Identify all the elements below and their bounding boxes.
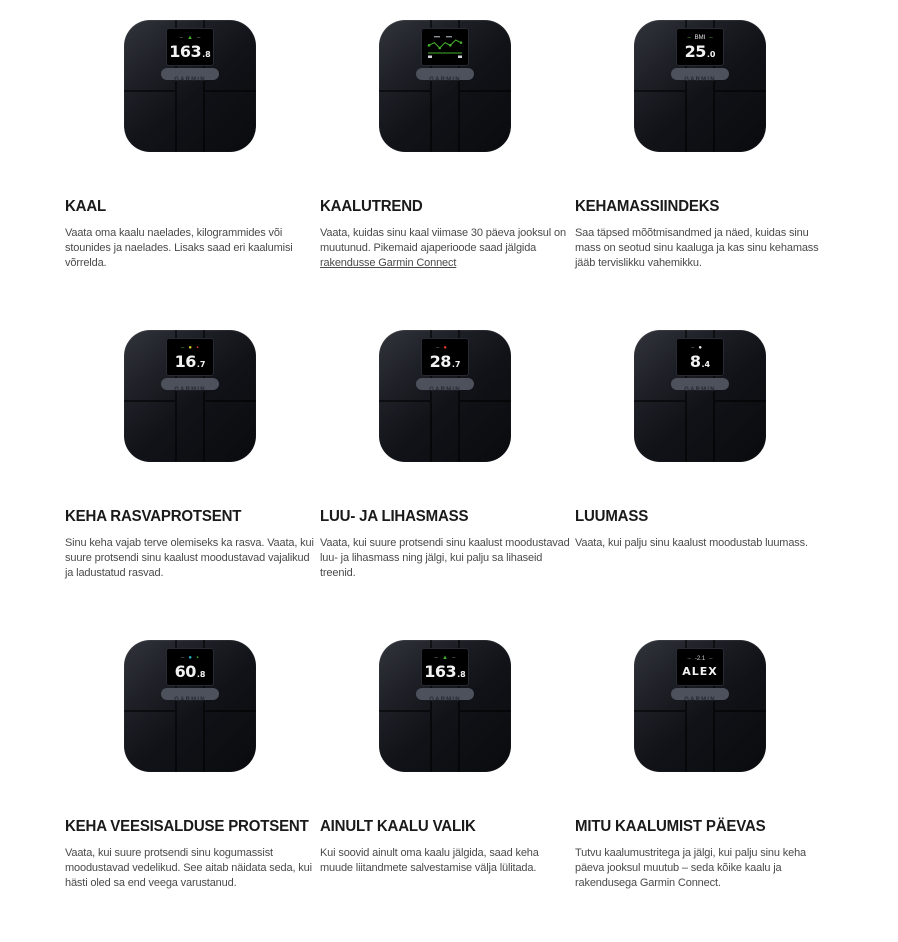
display-decimal: .7: [196, 360, 206, 369]
garmin-logo-label: GARMIN: [429, 77, 461, 83]
display-decimal: .8: [202, 50, 211, 59]
scale-seam-line: [715, 90, 766, 92]
feature-title: KEHAMASSIINDEKS: [575, 198, 720, 215]
feature-title: AINULT KAALU VALIK: [320, 818, 476, 835]
feature-card: [65, 12, 315, 322]
scale-seam-line: [124, 710, 175, 712]
scale-product-image: [379, 640, 511, 772]
feature-title: KEHA VEESISALDUSE PROTSENT: [65, 818, 309, 835]
display-decimal: .8: [196, 670, 206, 679]
feature-title: KEHA RASVAPROTSENT: [65, 508, 242, 525]
garmin-logo: [416, 688, 474, 703]
feature-description: [65, 846, 315, 891]
feature-title: LUUMASS: [575, 508, 649, 525]
feature-title: KAAL: [65, 198, 107, 215]
feature-card: [575, 12, 825, 322]
display-value: ALEX: [682, 665, 718, 678]
tick-mark: –: [709, 656, 713, 662]
scale-product-image: [379, 20, 511, 152]
scale-display: [676, 28, 724, 66]
tick-mark: –: [181, 345, 185, 351]
garmin-logo-label: GARMIN: [174, 77, 206, 83]
display-value: 163: [169, 42, 202, 61]
tick-mark: –: [709, 35, 713, 41]
feature-description-text: Vaata, kui suure protsendi sinu kogumassist moodustavad vedelikud. See aitab näidata seda, kui hästi oled sa end veega varustanud.: [65, 847, 312, 889]
garmin-logo: [416, 68, 474, 83]
tick-mark: –: [687, 35, 691, 41]
display-value-row: [424, 663, 466, 680]
garmin-logo-label: GARMIN: [174, 387, 206, 393]
tick-mark: –: [434, 655, 439, 661]
display-decimal: .7: [451, 360, 461, 369]
trend-up-icon: ▲: [442, 655, 448, 661]
feature-card: [65, 632, 315, 942]
scale-display: [676, 648, 724, 686]
garmin-logo: [416, 378, 474, 393]
scale-seam-line: [379, 710, 430, 712]
scale-seam-line: [124, 400, 175, 402]
feature-description: [320, 226, 570, 271]
display-value: 60: [174, 662, 196, 681]
tick-mark: –: [691, 345, 695, 351]
feature-card: [65, 322, 315, 632]
scale-seam-line: [460, 90, 511, 92]
bmi-label: BMI: [694, 35, 706, 41]
garmin-logo: [671, 688, 729, 703]
feature-description: [320, 846, 570, 876]
scale-display: [421, 648, 469, 686]
scale-display: [421, 338, 469, 376]
scale-seam-line: [460, 710, 511, 712]
feature-card: [320, 12, 570, 322]
tick-mark: –: [436, 345, 440, 351]
scale-product-image: [634, 330, 766, 462]
scale-seam-line: [205, 400, 256, 402]
feature-description-text: Vaata, kui palju sinu kaalust moodustab luumass.: [575, 537, 808, 549]
scale-display: [166, 338, 214, 376]
weight-trend-chart: [425, 34, 465, 60]
tick-mark: ▪: [196, 655, 199, 661]
display-trend-chart: [425, 34, 465, 60]
scale-seam-line: [634, 90, 685, 92]
feature-description-text: Vaata, kui suure protsendi sinu kaalust moodustavad luu- ja lihasmass ning jälgi, kui palju sa lihaseid treenid.: [320, 537, 570, 579]
scale-seam-line: [205, 710, 256, 712]
feature-description-text: Sinu keha vajab terve olemiseks ka rasva. Vaata, kui suure protsendi sinu kaalust moodustavad vajalikud ja ladustatud rasvad.: [65, 537, 314, 579]
display-value: 25: [684, 42, 706, 61]
display-value-row: [175, 663, 206, 680]
garmin-logo: [671, 378, 729, 393]
feature-description: [65, 536, 315, 581]
garmin-logo-label: GARMIN: [429, 697, 461, 703]
feature-card: [320, 632, 570, 942]
tick-mark: –: [196, 35, 201, 41]
scale-display: [421, 28, 469, 66]
feature-title: MITU KAALUMIST PÄEVAS: [575, 818, 766, 835]
scale-display: [166, 648, 214, 686]
garmin-logo-label: GARMIN: [684, 77, 716, 83]
muscle-icon: ●: [443, 345, 447, 351]
feature-card: [575, 322, 825, 632]
scale-product-image: [379, 330, 511, 462]
display-value-row: [175, 353, 206, 370]
feature-card: [320, 322, 570, 632]
garmin-logo: [671, 68, 729, 83]
feature-description-text: Vaata, kuidas sinu kaal viimase 30 päeva jooksul on muutunud. Pikemaid ajaperioode saad jälgida: [320, 227, 566, 254]
display-decimal: .8: [457, 670, 466, 679]
garmin-logo: [161, 688, 219, 703]
feature-description-text: Kui soovid ainult oma kaalu jälgida, saad keha muude liitandmete salvestamise välja lülitada.: [320, 847, 539, 874]
display-value-row: [169, 43, 211, 60]
display-value: 28: [429, 352, 451, 371]
scale-seam-line: [634, 710, 685, 712]
display-value-row: [685, 43, 716, 60]
scale-seam-line: [379, 400, 430, 402]
display-value-row: [430, 353, 461, 370]
scale-product-image: [124, 20, 256, 152]
garmin-logo-label: GARMIN: [684, 697, 716, 703]
scale-seam-line: [460, 400, 511, 402]
scale-product-image: [634, 20, 766, 152]
feature-description-text: Vaata oma kaalu naelades, kilogrammides või stounides ja naelades. Lisaks saad eri kaalumisi võrrelda.: [65, 227, 293, 269]
feature-description: [65, 226, 315, 271]
tick-mark: –: [179, 35, 184, 41]
feature-title: LUU- JA LIHASMASS: [320, 508, 469, 525]
feature-description: [575, 226, 825, 271]
alert-tick-icon: ▪: [196, 345, 199, 351]
garmin-logo-label: GARMIN: [174, 697, 206, 703]
features-grid: [65, 12, 898, 942]
display-decimal: .4: [701, 360, 711, 369]
fat-droplet-icon: ●: [188, 345, 192, 351]
garmin-logo: [161, 378, 219, 393]
delta-value: -2.1: [694, 656, 706, 662]
scale-seam-line: [205, 90, 256, 92]
garmin-logo: [161, 68, 219, 83]
tick-mark: –: [451, 655, 456, 661]
display-decimal: .0: [706, 50, 716, 59]
scale-display: [166, 28, 214, 66]
water-droplet-icon: ●: [188, 655, 192, 661]
display-top-row: [687, 655, 712, 664]
bone-icon: ●: [698, 345, 702, 351]
feature-title: KAALUTREND: [320, 198, 423, 215]
trend-up-icon: ▲: [187, 35, 193, 41]
scale-seam-line: [715, 710, 766, 712]
display-value: 16: [174, 352, 196, 371]
scale-product-image: [124, 640, 256, 772]
display-value-row: [690, 353, 710, 370]
feature-description: [575, 846, 825, 891]
scale-seam-line: [634, 400, 685, 402]
scale-seam-line: [124, 90, 175, 92]
feature-card: [575, 632, 825, 942]
display-value: 163: [424, 662, 457, 681]
garmin-logo-label: GARMIN: [684, 387, 716, 393]
feature-description-text: Saa täpsed mõõtmisandmed ja näed, kuidas sinu mass on seotud sinu kaaluga ja kas sinu kehamass jääb tervislikku vahemikku.: [575, 227, 819, 269]
scale-display: [676, 338, 724, 376]
feature-description: [575, 536, 825, 551]
garmin-connect-link[interactable]: rakendusse Garmin Connect: [320, 257, 457, 269]
tick-mark: –: [687, 656, 691, 662]
tick-mark: –: [181, 655, 185, 661]
scale-seam-line: [379, 90, 430, 92]
feature-description-text: Tutvu kaalumustritega ja jälgi, kui palju sinu keha päeva jooksul muutub – seda kõike kaalu ja rakendusega Garmin Connect.: [575, 847, 807, 889]
scale-seam-line: [715, 400, 766, 402]
display-value-row: [682, 664, 718, 679]
display-value: 8: [689, 352, 701, 371]
garmin-logo-label: GARMIN: [429, 387, 461, 393]
feature-description: [320, 536, 570, 581]
scale-product-image: [124, 330, 256, 462]
scale-product-image: [634, 640, 766, 772]
